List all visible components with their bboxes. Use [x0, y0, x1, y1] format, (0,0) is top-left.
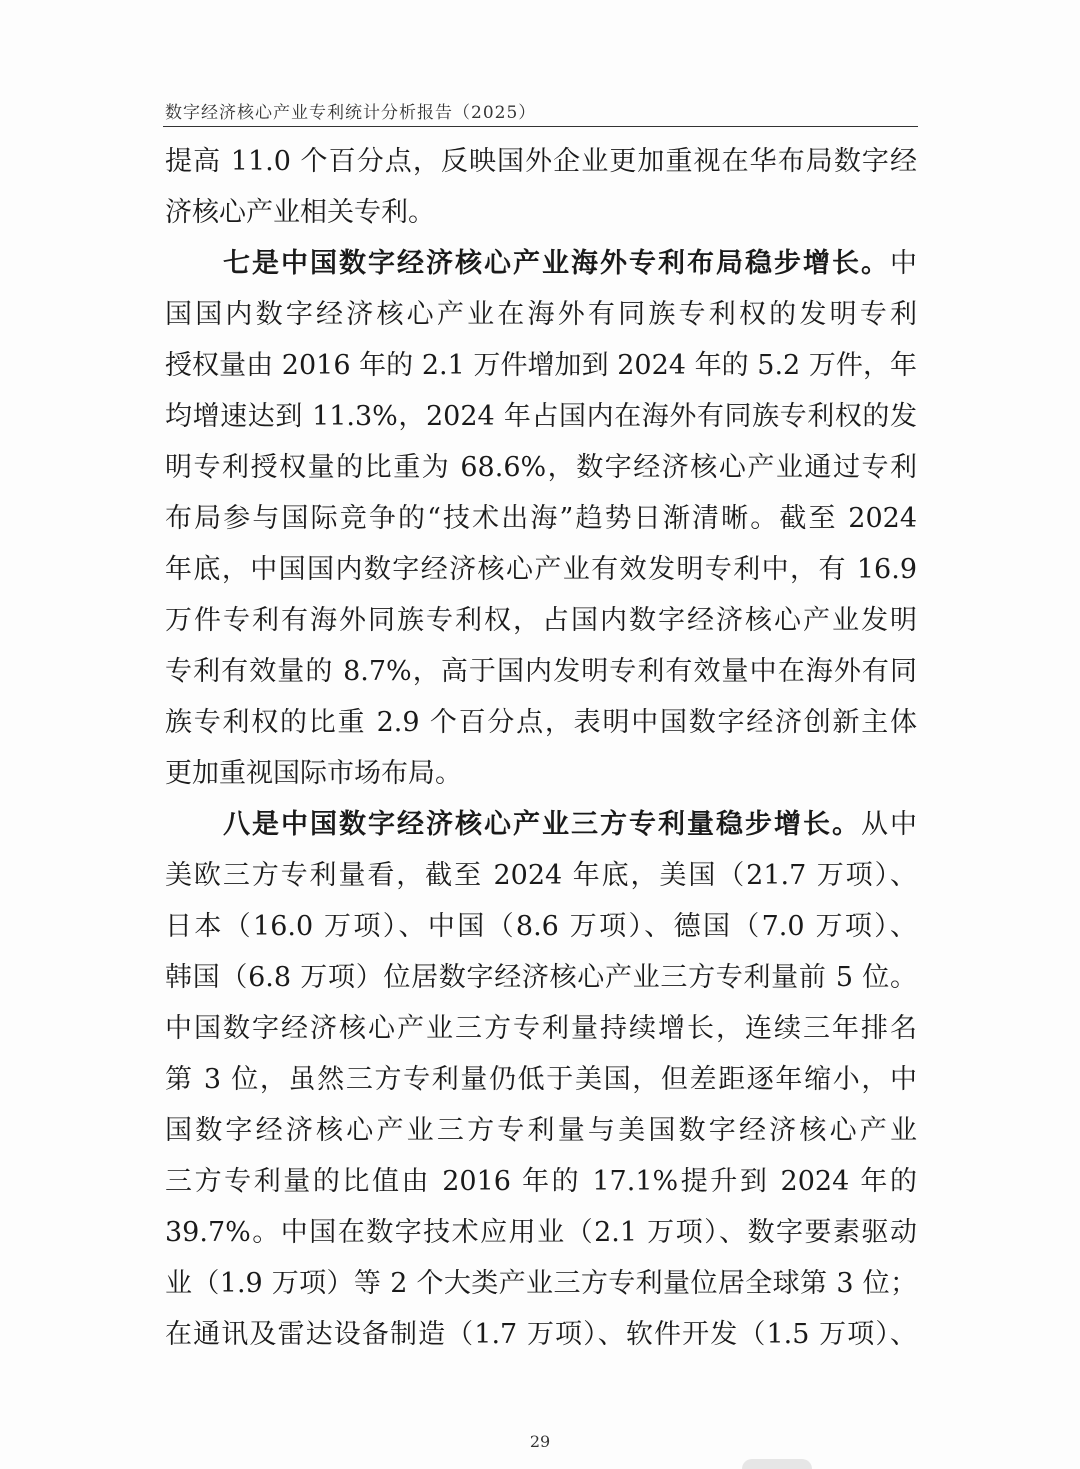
text-line: 提高 11.0 个百分点，反映国外企业更加重视在华布局数字经 [165, 146, 917, 177]
text-line: 更加重视国际市场布局。 [165, 758, 462, 789]
text-line: 第 3 位，虽然三方专利量仍低于美国，但差距逐年缩小，中 [165, 1064, 917, 1095]
text-line: 韩国（6.8 万项）位居数字经济核心产业三方专利量前 5 位。 [165, 962, 917, 993]
text-line: 国数字经济核心产业三方专利量与美国数字经济核心产业 [165, 1115, 917, 1146]
header-rule [163, 126, 918, 127]
text-line: 专利有效量的 8.7%，高于国内发明专利有效量中在海外有同 [165, 656, 917, 687]
page-corner-shadow [742, 1459, 812, 1469]
paragraph-lead-tail: 中 [890, 248, 917, 279]
paragraph-lead-tail: 从中 [861, 809, 917, 840]
text-line: 业（1.9 万项）等 2 个大类产业三方专利量位居全球第 3 位； [165, 1268, 917, 1299]
text-line: 族专利权的比重 2.9 个百分点，表明中国数字经济创新主体 [165, 707, 917, 738]
running-header: 数字经济核心产业专利统计分析报告（2025） [165, 103, 537, 123]
text-line: 日本（16.0 万项）、中国（8.6 万项）、德国（7.0 万项）、 [165, 911, 917, 942]
text-line: 国国内数字经济核心产业在海外有同族专利权的发明专利 [165, 299, 917, 330]
text-line: 布局参与国际竞争的“技术出海”趋势日渐清晰。截至 2024 [165, 503, 917, 534]
page-number: 29 [529, 1432, 551, 1451]
text-line: 授权量由 2016 年的 2.1 万件增加到 2024 年的 5.2 万件，年 [165, 350, 917, 381]
text-line: 济核心产业相关专利。 [165, 197, 435, 228]
body-text [165, 136, 917, 1360]
text-line: 明专利授权量的比重为 68.6%，数字经济核心产业通过专利 [165, 452, 917, 483]
text-line: 39.7%。中国在数字技术应用业（2.1 万项）、数字要素驱动 [165, 1217, 917, 1248]
paragraph-lead-bold: 七是中国数字经济核心产业海外专利布局稳步增长。 [221, 248, 890, 279]
text-line: 均增速达到 11.3%，2024 年占国内在海外有同族专利权的发 [165, 401, 917, 432]
text-line: 三方专利量的比值由 2016 年的 17.1%提升到 2024 年的 [165, 1166, 917, 1197]
text-line: 美欧三方专利量看，截至 2024 年底，美国（21.7 万项）、 [165, 860, 917, 891]
paragraph-lead-bold: 八是中国数字经济核心产业三方专利量稳步增长。 [221, 809, 861, 840]
text-line: 在通讯及雷达设备制造（1.7 万项）、软件开发（1.5 万项）、 [165, 1319, 917, 1350]
text-line: 万件专利有海外同族专利权，占国内数字经济核心产业发明 [165, 605, 917, 636]
text-line: 年底，中国国内数字经济核心产业有效发明专利中，有 16.9 [165, 554, 917, 585]
paragraph-lead-line [165, 238, 917, 289]
text-line: 中国数字经济核心产业三方专利量持续增长，连续三年排名 [165, 1013, 917, 1044]
paragraph-lead-line [165, 799, 917, 850]
